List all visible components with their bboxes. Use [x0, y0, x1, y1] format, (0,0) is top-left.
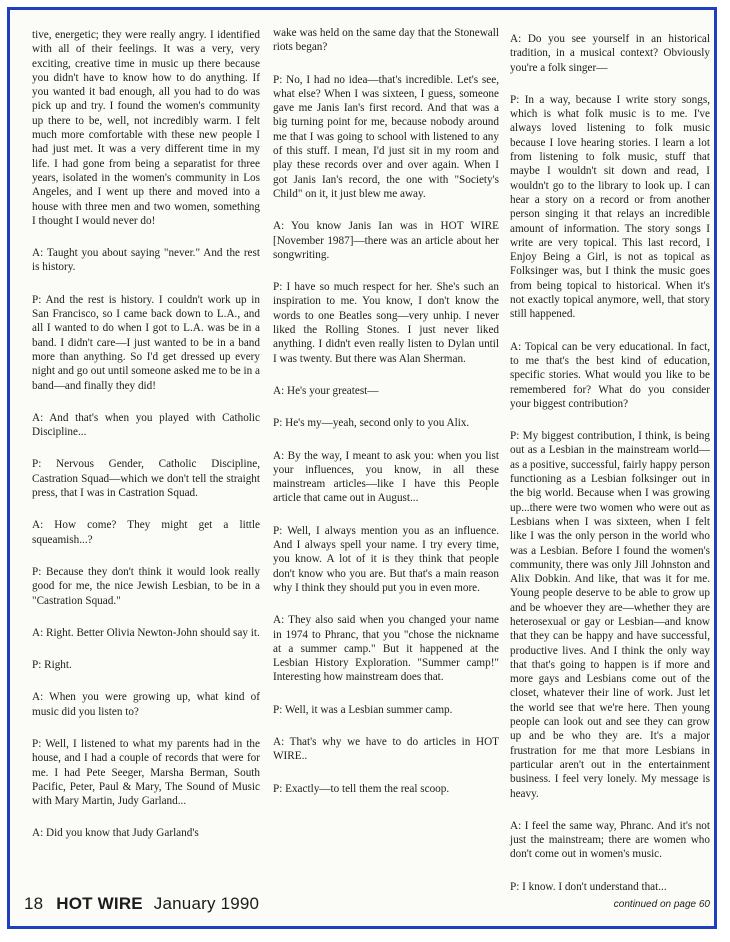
paragraph: P: I know. I don't understand that... [510, 880, 667, 893]
column-2 [273, 26, 499, 814]
paragraph: A: Taught you about saying "never." And the rest is history. [32, 247, 260, 274]
paragraph: P: Well, I always mention you as an influence. And I always spell your name. I try every time, you know. A lot of it is they think that people don't know who you are. But that's a main reason why I think they should put you in even more. [273, 524, 499, 594]
paragraph: P: Nervous Gender, Catholic Discipline, Castration Squad—which we don't tell the straight press, that I was in Castration Squad. [32, 458, 260, 500]
paragraph: A: You know Janis Ian was in HOT WIRE [November 1987]—there was an article about her songwriting. [273, 220, 499, 261]
column-1 [32, 28, 260, 859]
paragraph: A: By the way, I meant to ask you: when you list your influences, you know, in all these mainstream articles—like I have this People article that came out in August... [273, 449, 499, 505]
paragraph: P: In a way, because I write story songs, which is what folk music is to me. I've always loved listening to folk music because I love hearing stories. I learn a lot from listening to folk music, stuff that maybe I wouldn't sit down and read, I wouldn't go to the library to look up. I can hear a story on a record or from another person singing it that relays an incredible amount of information. The story songs I write are very topical. This last record, I Enjoy Being a Girl, is not as topical as Folksinger was, but I think the music goes from being topical to historical. When it's not exactly topical anymore, well, that story still happened. [510, 93, 710, 321]
paragraph: P: My biggest contribution, I think, is being out as a Lesbian in the mainstream world—as a positive, successful, fairly happy person functioning as a Lesbian folksinger out in the big world. Because when I was growing up...there were two women who were out as Lesbians when I was sixteen, when I felt like I was the only person in the world who was a Lesbian. Before I found the women's community, there was only Jill Johnston and Alix Dobkin. And like, that was it for me. Young people deserve to be able to grow up and be whoever they are—whether they are heterosexual or gay or Lesbian—and know that they can be happy and have successful, productive lives. And I think the only way that that's going to happen is if more and more gays and Lesbians come out of the closet, whatever their line of work. Just let the world see that we're here. Then young people can look out and see they can grow up and be who they are. It's a major frustration for me that more Lesbians in particular aren't out in the entertainment business. I feel very lonely. My message is heavy. [510, 430, 710, 800]
paragraph: P: Well, I listened to what my parents had in the house, and I had a couple of records that were for me. I had Pete Seeger, Marsha Berman, South Pacific, Peter, Paul & Mary, The Sound of Music with Mary Martin, Judy Garland... [32, 737, 260, 808]
column-3 [510, 32, 710, 912]
paragraph: A: They also said when you changed your name in 1974 to Phranc, that you "chose the nickname at a summer camp." But it happened at the Lesbian History Exploration. "Summer camp!" Interesting how mainstream does that. [273, 614, 499, 684]
paragraph: A: When you were growing up, what kind of music did you listen to? [32, 691, 260, 718]
paragraph: A: And that's when you played with Catholic Discipline... [32, 411, 260, 439]
paragraph: A: Did you know that Judy Garland's [32, 827, 199, 840]
paragraph: P: He's my—yeah, second only to you Alix. [273, 417, 470, 430]
paragraph: P: Because they don't think it would look really good for me, the nice Jewish Lesbian, to be in a "Castration Squad." [32, 565, 260, 607]
paragraph: A: How come? They might get a little squeamish...? [32, 519, 260, 546]
paragraph: A: I feel the same way, Phranc. And it's not just the mainstream; there are women who don't come out in women's music. [510, 819, 710, 861]
paragraph: P: No, I had no idea—that's incredible. Let's see, what else? When I was sixteen, I guess, someone gave me Janis Ian's first record. And that was a big turning point for me, because nobody around me that I was going to school with listened to any of this stuff. I mean, I'd just sit in my room and play these records over and over again. When I got Janis Ian's record, the one with "Society's Child" on it, it just blew me away. [273, 73, 499, 200]
paragraph: P: Well, it was a Lesbian summer camp. [273, 703, 453, 716]
paragraph: A: Do you see yourself in an historical tradition, in a musical context? Obviously you're a folk singer— [510, 33, 710, 74]
paragraph: P: Right. [32, 659, 72, 672]
paragraph: P: Exactly—to tell them the real scoop. [273, 782, 450, 795]
paragraph: P: I have so much respect for her. She's such an inspiration to me. You know, I don't know the words to one Beatles song—very unhip. I never liked the Rolling Stones. I just never liked anything. I didn't even really listen to Dylan until I was twenty. But there was Alan Sherman. [273, 281, 499, 365]
issue-date: January 1990 [153, 894, 260, 913]
paragraph: A: That's why we have to do articles in HOT WIRE.. [273, 735, 499, 763]
paragraph: wake was held on the same day that the Stonewall riots began? [273, 27, 499, 54]
paragraph: A: Topical can be very educational. In fact, to me that's the best kind of education, specific stories. What would you like to be remembered for? What do you consider your biggest contribution? [510, 340, 710, 410]
paragraph: P: And the rest is history. I couldn't work up in San Francisco, so I came back down to L.A., and all I wanted to do when I got to L.A. was be in a band. I didn't care—I just wanted to be in a band more than anything. So I'd get dressed up every night and go out until someone asked me to be in a band—and finally they did! [32, 293, 260, 392]
page-frame [7, 7, 717, 929]
page-footer [24, 894, 259, 914]
page-number: 18 [24, 894, 44, 913]
paragraph: A: He's your greatest— [273, 384, 379, 397]
continued-note: continued on page 60 [613, 899, 710, 911]
magazine-name: HOT WIRE [56, 894, 143, 913]
paragraph: A: Right. Better Olivia Newton-John should say it. [32, 626, 260, 639]
paragraph: tive, energetic; they were really angry. I identified with all of their feelings. It was a very, very exciting, creative time in music up there because you didn't have to know how to do anything. If you wanted it bad enough, all you had to do was pick up and try. I found the women's community up there to be, well, not incredibly warm. I felt much more comfortable with these new people I had just met. It was a very different time in my life. I had gone from being a separatist for three years, isolated in the women's community in Los Angeles, and I went up there and moved into a house with three men and two women, something I thought I would never do! [32, 29, 260, 227]
